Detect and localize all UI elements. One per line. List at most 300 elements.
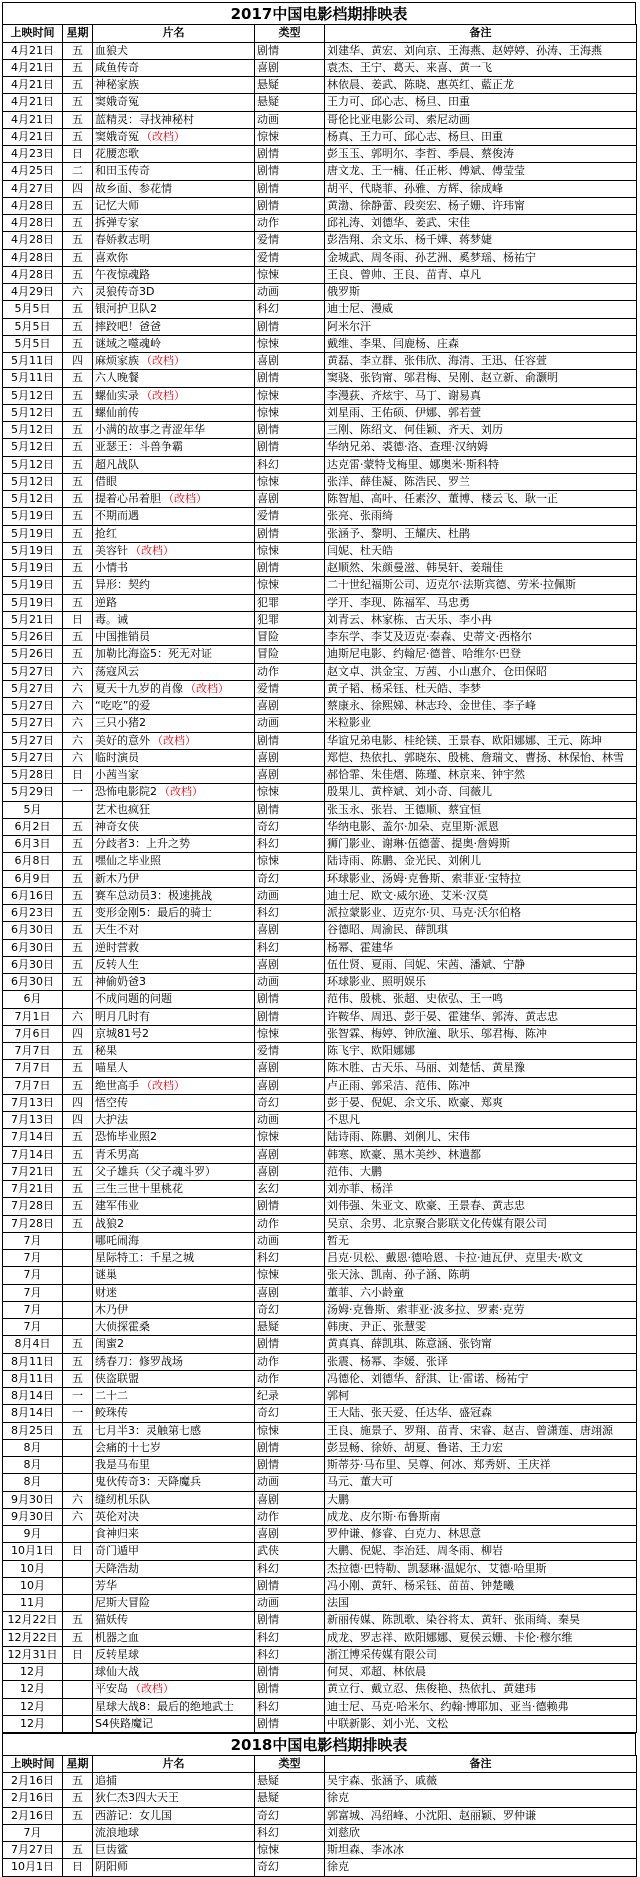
film-title: 京城81号2 — [95, 1026, 149, 1040]
film-title-cell — [93, 1612, 255, 1629]
notes: 暂无 — [325, 1232, 637, 1249]
release-date: 5月11日 — [3, 353, 63, 370]
notes: 窦骁、张钧甯、邬君梅、吴刚、赵立新、俞灏明 — [325, 370, 637, 387]
notes: 杨真、王力可、邱心志、杨旦、田重 — [325, 128, 637, 145]
table-row — [3, 887, 637, 904]
genre: 剧情 — [255, 732, 325, 749]
film-title-cell — [93, 1664, 255, 1681]
table-row — [3, 1094, 637, 1111]
genre: 剧情 — [255, 197, 325, 214]
release-date: 5月12日 — [3, 491, 63, 508]
genre: 奇幻 — [255, 1859, 325, 1876]
release-date: 6月3日 — [3, 836, 63, 853]
table-row — [3, 1612, 637, 1629]
genre: 动作 — [255, 1215, 325, 1232]
weekday: 五 — [63, 870, 93, 887]
genre: 科幻 — [255, 1646, 325, 1663]
weekday: 五 — [63, 456, 93, 473]
release-date: 7月 — [3, 1824, 63, 1841]
film-title-cell — [93, 1198, 255, 1215]
film-title: 临时演员 — [95, 750, 139, 764]
film-title: 西游记：女儿国 — [95, 1808, 172, 1822]
table-row — [3, 456, 637, 473]
weekday: 五 — [63, 249, 93, 266]
weekday — [63, 1698, 93, 1715]
film-title-cell — [93, 715, 255, 732]
table-row — [3, 1859, 637, 1876]
weekday: 五 — [63, 422, 93, 439]
film-title: 追捕 — [95, 1774, 117, 1788]
release-date: 12月 — [3, 1664, 63, 1681]
weekday — [63, 991, 93, 1008]
film-title: 春娇救志明 — [95, 233, 150, 247]
film-title: 抢红 — [95, 526, 117, 540]
film-title: 明月几时有 — [95, 1009, 150, 1023]
genre: 喜剧 — [255, 1060, 325, 1077]
notes: 马元、董大可 — [325, 1474, 637, 1491]
notes: 阿米尔汗 — [325, 318, 637, 335]
weekday: 五 — [63, 1060, 93, 1077]
table-row — [3, 1077, 637, 1094]
film-title: 尼斯大冒险 — [95, 1596, 150, 1610]
notes: 张天泳、凯南、孙子涵、陈萌 — [325, 1267, 637, 1284]
film-title-cell — [93, 1773, 255, 1790]
genre: 喜剧 — [255, 491, 325, 508]
notes: 唐文龙、王一楠、任正彬、傅斌、傅莹莹 — [325, 163, 637, 180]
genre: 犯罪 — [255, 611, 325, 628]
weekday: 一 — [63, 1405, 93, 1422]
genre: 惊悚 — [255, 1422, 325, 1439]
genre: 剧情 — [255, 42, 325, 59]
film-title: 恐怖电影院2 — [95, 785, 157, 799]
weekday: 日 — [63, 767, 93, 784]
film-title: 亚瑟王：斗兽争霸 — [95, 440, 183, 454]
notes: 董菲、六小龄童 — [325, 1284, 637, 1301]
release-date: 2月16日 — [3, 1790, 63, 1807]
notes: 胡平、代晓菲、孙雅、方辉、徐成峰 — [325, 180, 637, 197]
release-date: 7月7日 — [3, 1043, 63, 1060]
release-date: 7月27日 — [3, 1842, 63, 1859]
weekday: 五 — [63, 1422, 93, 1439]
genre: 剧情 — [255, 1664, 325, 1681]
table-row — [3, 59, 637, 76]
genre: 武侠 — [255, 1543, 325, 1560]
release-date: 5月12日 — [3, 422, 63, 439]
notes: 彭于晏、倪妮、余文乐、欧豪、郑爽 — [325, 1094, 637, 1111]
film-title-cell — [93, 680, 255, 697]
genre: 剧情 — [255, 1681, 325, 1698]
table-row — [3, 1422, 637, 1439]
film-title-cell — [93, 353, 255, 370]
notes: 不思凡 — [325, 1112, 637, 1129]
weekday: 六 — [63, 1508, 93, 1525]
release-date: 5月29日 — [3, 784, 63, 801]
table-row — [3, 974, 637, 991]
notes: 袁杰、王宁、葛天、来喜、黄一飞 — [325, 59, 637, 76]
table-row — [3, 266, 637, 283]
table-row — [3, 1250, 637, 1267]
genre: 科幻 — [255, 836, 325, 853]
genre: 动画 — [255, 1595, 325, 1612]
table-row — [3, 1232, 637, 1249]
genre: 惊悚 — [255, 1129, 325, 1146]
film-title-cell — [93, 197, 255, 214]
notes: 斯蒂芬·马布里、吴尊、何冰、郑秀妍、王庆祥 — [325, 1457, 637, 1474]
table-row — [3, 1336, 637, 1353]
weekday — [63, 1526, 93, 1543]
genre: 爱情 — [255, 1043, 325, 1060]
notes: 郝恰霏、朱佳熠、陈瑾、林京来、钟宇然 — [325, 767, 637, 784]
weekday: 五 — [63, 905, 93, 922]
release-date: 7月28日 — [3, 1198, 63, 1215]
genre: 喜剧 — [255, 767, 325, 784]
film-title-cell — [93, 301, 255, 318]
film-title-cell — [93, 939, 255, 956]
weekday: 五 — [63, 1370, 93, 1387]
release-date: 8月25日 — [3, 1422, 63, 1439]
genre: 惊悚 — [255, 1842, 325, 1859]
genre: 科幻 — [255, 456, 325, 473]
film-title: 阴阳师 — [95, 1860, 128, 1874]
table-row — [3, 1370, 637, 1387]
film-title-cell — [93, 1163, 255, 1180]
release-date: 7月1日 — [3, 1008, 63, 1025]
film-title-cell — [93, 905, 255, 922]
weekday: 四 — [63, 353, 93, 370]
film-title: 借眼 — [95, 474, 117, 488]
notes: 汤姆·克鲁斯、索菲亚·波多拉、罗素·克劳 — [325, 1301, 637, 1318]
release-date: 4月21日 — [3, 94, 63, 111]
weekday: 六 — [63, 1008, 93, 1025]
genre: 喜剧 — [255, 353, 325, 370]
genre: 动作 — [255, 1370, 325, 1387]
film-title: 不期而遇 — [95, 509, 139, 523]
genre: 科幻 — [255, 905, 325, 922]
genre: 剧情 — [255, 180, 325, 197]
notes: 张智霖、梅婷、钟欣潼、耿乐、邬君梅、陈冲 — [325, 1025, 637, 1042]
notes: 黄立行、戴立忍、焦俊艳、热依扎、黄建玮 — [325, 1681, 637, 1698]
weekday: 五 — [63, 491, 93, 508]
notes: 黄子韬、杨采钰、杜天皓、李梦 — [325, 680, 637, 697]
film-title-cell — [93, 111, 255, 128]
film-title: 故乡面、参花情 — [95, 181, 172, 195]
release-date: 5月19日 — [3, 542, 63, 559]
film-title-cell — [93, 128, 255, 145]
film-title: 不成问题的问题 — [95, 992, 172, 1006]
film-title: 战狼2 — [95, 1216, 124, 1230]
notes: 王力可、邱心志、杨旦、田重 — [325, 94, 637, 111]
weekday: 五 — [63, 646, 93, 663]
notes: 达克雷·蒙特戈梅里、娜奥米·斯科特 — [325, 456, 637, 473]
film-title: 芳华 — [95, 1578, 117, 1592]
release-date: 5月27日 — [3, 663, 63, 680]
film-title: 神奇女侠 — [95, 819, 139, 833]
film-title-cell — [93, 1543, 255, 1560]
film-title: 木乃伊 — [95, 1302, 128, 1316]
film-title: 机器之血 — [95, 1630, 139, 1644]
release-date: 5月27日 — [3, 680, 63, 697]
weekday: 六 — [63, 715, 93, 732]
film-title-cell — [93, 1698, 255, 1715]
notes: 李东学、李艾及迈克·泰森、史蒂文·西格尔 — [325, 629, 637, 646]
film-title-cell — [93, 1267, 255, 1284]
weekday: 五 — [63, 594, 93, 611]
notes: 黄渤、徐静蕾、段奕宏、杨子姗、许玮甯 — [325, 197, 637, 214]
film-title: 咸鱼传奇 — [95, 60, 139, 74]
weekday: 五 — [63, 111, 93, 128]
rescheduled-badge: （改档） — [141, 388, 185, 402]
release-date: 7月28日 — [3, 1215, 63, 1232]
notes: 哥伦比亚电影公司、索尼动画 — [325, 111, 637, 128]
table-row — [3, 542, 637, 559]
release-date: 5月19日 — [3, 577, 63, 594]
table-row — [3, 491, 637, 508]
genre: 动画 — [255, 887, 325, 904]
release-date: 2月16日 — [3, 1773, 63, 1790]
release-date: 7月 — [3, 1301, 63, 1318]
release-date: 5月19日 — [3, 525, 63, 542]
release-date: 4月28日 — [3, 266, 63, 283]
genre: 爱情 — [255, 232, 325, 249]
notes: 华纳兄弟、裘德·洛、查理·汉纳姆 — [325, 439, 637, 456]
genre: 喜剧 — [255, 922, 325, 939]
weekday: 五 — [63, 318, 93, 335]
film-title: 我是马布里 — [95, 1458, 150, 1472]
release-date: 7月6日 — [3, 1025, 63, 1042]
genre: 爱情 — [255, 249, 325, 266]
film-title-cell — [93, 1319, 255, 1336]
film-title-cell — [93, 1405, 255, 1422]
table-row — [3, 749, 637, 766]
film-title-cell — [93, 456, 255, 473]
film-title: 会痛的十七岁 — [95, 1440, 161, 1454]
film-title: 流浪地球 — [95, 1825, 139, 1839]
film-title: 螺仙前传 — [95, 405, 139, 419]
table-row — [3, 1163, 637, 1180]
genre: 动作 — [255, 663, 325, 680]
film-title-cell — [93, 1422, 255, 1439]
film-title-cell — [93, 887, 255, 904]
film-title-cell — [93, 1025, 255, 1042]
film-title-cell — [93, 767, 255, 784]
table-row — [3, 1146, 637, 1163]
table-row — [3, 215, 637, 232]
genre: 科幻 — [255, 301, 325, 318]
genre: 动作 — [255, 215, 325, 232]
weekday: 五 — [63, 94, 93, 111]
genre: 奇幻 — [255, 870, 325, 887]
release-date: 7月 — [3, 1319, 63, 1336]
weekday — [63, 1232, 93, 1249]
genre: 科幻 — [255, 1629, 325, 1646]
film-title: 青禾男高 — [95, 1147, 139, 1161]
film-title: 中国推销员 — [95, 630, 150, 644]
table-row — [3, 1405, 637, 1422]
film-title: 美好的意外 — [95, 733, 150, 747]
film-title: 逆路 — [95, 595, 117, 609]
notes: 大鹏、倪妮、李治廷、周冬雨、柳岩 — [325, 1543, 637, 1560]
film-title-cell — [93, 94, 255, 111]
notes: 张洋、薛佳凝、陈浩民、罗兰 — [325, 473, 637, 490]
table-row — [3, 767, 637, 784]
table-row — [3, 1824, 637, 1841]
film-title: 分歧者3：上升之势 — [95, 837, 190, 851]
film-title-cell — [93, 1060, 255, 1077]
film-title-cell — [93, 77, 255, 94]
genre: 惊悚 — [255, 1267, 325, 1284]
weekday: 五 — [63, 1163, 93, 1180]
film-title: 蓝精灵：寻找神秘村 — [95, 112, 194, 126]
notes: 赵文卓、洪金宝、万茜、小山惠介、仓田保昭 — [325, 663, 637, 680]
notes: 蔡康永、徐熙娣、林志玲、金世佳、李子峰 — [325, 698, 637, 715]
table-row — [3, 370, 637, 387]
film-title: 毒。诫 — [95, 612, 128, 626]
genre: 剧情 — [255, 991, 325, 1008]
release-date: 10月 — [3, 1577, 63, 1594]
table-row — [3, 611, 637, 628]
genre: 动作 — [255, 1353, 325, 1370]
film-title: 记忆大师 — [95, 198, 139, 212]
film-title-cell — [93, 1629, 255, 1646]
weekday: 五 — [63, 956, 93, 973]
notes: 学开、李现、陈福军、马忠勇 — [325, 594, 637, 611]
table-row — [3, 1439, 637, 1456]
release-date: 12月22日 — [3, 1629, 63, 1646]
notes: 张震、杨幂、李媛、张译 — [325, 1353, 637, 1370]
film-title-cell — [93, 956, 255, 973]
film-title: 绣春刀：修罗战场 — [95, 1354, 183, 1368]
rescheduled-badge: （改档） — [141, 1078, 185, 1092]
table-row — [3, 1681, 637, 1698]
film-title: 平安岛 — [95, 1682, 128, 1696]
rescheduled-badge: （改档） — [141, 354, 185, 368]
release-date: 4月21日 — [3, 77, 63, 94]
weekday: 日 — [63, 146, 93, 163]
notes: 迪士尼、马克·哈米尔、约翰·博耶加、亚当·德赖弗 — [325, 1698, 637, 1715]
film-title: 天生不对 — [95, 923, 139, 937]
weekday: 日 — [63, 1646, 93, 1663]
film-title: “吃吃”的爱 — [95, 699, 151, 713]
notes: 刘亦菲、杨洋 — [325, 1181, 637, 1198]
notes: 王良、曾帅、王良、苗青、卓凡 — [325, 266, 637, 283]
notes: 谷德昭、周渝民、薛凯琪 — [325, 922, 637, 939]
release-date: 7月 — [3, 1267, 63, 1284]
table-row — [3, 1508, 637, 1525]
notes: 米粒影业 — [325, 715, 637, 732]
table-row — [3, 1284, 637, 1301]
header-weekday: 星期 — [63, 1756, 93, 1773]
table-row — [3, 680, 637, 697]
film-title-cell — [93, 1859, 255, 1876]
notes: 刘建华、黄宏、刘向京、王海燕、赵婷婷、孙涛、王海燕 — [325, 42, 637, 59]
film-title: 绝世高手 — [95, 1078, 139, 1092]
header-title: 片名 — [93, 1756, 255, 1773]
film-title-cell — [93, 525, 255, 542]
genre: 悬疑 — [255, 1319, 325, 1336]
film-title: 喵星人 — [95, 1061, 128, 1075]
weekday: 五 — [63, 1215, 93, 1232]
release-date: 4月21日 — [3, 42, 63, 59]
release-date: 5月28日 — [3, 767, 63, 784]
release-date: 7月 — [3, 1232, 63, 1249]
release-date: 5月27日 — [3, 698, 63, 715]
film-title-cell — [93, 646, 255, 663]
genre: 喜剧 — [255, 698, 325, 715]
genre: 惊悚 — [255, 542, 325, 559]
genre: 悬疑 — [255, 94, 325, 111]
film-title: 小情书 — [95, 561, 128, 575]
weekday — [63, 1474, 93, 1491]
release-date: 6月16日 — [3, 887, 63, 904]
weekday — [63, 1664, 93, 1681]
film-title: 大护法 — [95, 1113, 128, 1127]
notes: 郑恺、热依扎、郭晓东、殷桃、詹瑞文、曹扬、林保怡、林雪 — [325, 749, 637, 766]
release-date: 4月21日 — [3, 128, 63, 145]
table-row — [3, 1388, 637, 1405]
film-title-cell — [93, 266, 255, 283]
release-date: 5月12日 — [3, 404, 63, 421]
table-row — [3, 991, 637, 1008]
notes: 杨幂、霍建华 — [325, 939, 637, 956]
weekday: 五 — [63, 1842, 93, 1859]
film-title: 螺仙实录 — [95, 388, 139, 402]
genre: 奇幻 — [255, 1807, 325, 1824]
notes: 彭昱畅、徐娇、胡夏、鲁诺、王力宏 — [325, 1439, 637, 1456]
header-genre: 类型 — [255, 25, 325, 43]
genre: 冒险 — [255, 629, 325, 646]
film-title: 狄仁杰3四大天王 — [95, 1791, 179, 1805]
weekday: 五 — [63, 215, 93, 232]
release-date: 6月30日 — [3, 939, 63, 956]
film-title-cell — [93, 439, 255, 456]
table-row — [3, 1353, 637, 1370]
table-row — [3, 1198, 637, 1215]
weekday: 五 — [63, 1146, 93, 1163]
release-date: 6月2日 — [3, 818, 63, 835]
weekday — [63, 1439, 93, 1456]
table-row — [3, 715, 637, 732]
film-title-cell — [93, 1681, 255, 1698]
release-date: 4月23日 — [3, 146, 63, 163]
weekday: 五 — [63, 853, 93, 870]
weekday — [63, 1595, 93, 1612]
genre: 动画 — [255, 974, 325, 991]
genre: 剧情 — [255, 801, 325, 818]
weekday — [63, 1560, 93, 1577]
genre: 喜剧 — [255, 1146, 325, 1163]
film-title-cell — [93, 1077, 255, 1094]
film-title-cell — [93, 370, 255, 387]
notes: 李漫荻、齐炫宇、马丁、谢易真 — [325, 387, 637, 404]
film-title: 麻烦家族 — [95, 354, 139, 368]
release-date: 10月1日 — [3, 1859, 63, 1876]
table-row — [3, 301, 637, 318]
weekday: 五 — [63, 1773, 93, 1790]
notes: 戴维、李果、闫鹿杨、庄森 — [325, 335, 637, 352]
release-date: 6月9日 — [3, 870, 63, 887]
notes: 冯德伦、刘德华、舒淇、让·雷诺、杨祐宁 — [325, 1370, 637, 1387]
genre: 悬疑 — [255, 1790, 325, 1807]
film-title: 变形金刚5：最后的骑士 — [95, 906, 212, 920]
table-row — [3, 1457, 637, 1474]
weekday: 五 — [63, 1790, 93, 1807]
weekday: 五 — [63, 560, 93, 577]
table-row — [3, 939, 637, 956]
table-row — [3, 94, 637, 111]
notes: 何炅、邓超、林依晨 — [325, 1664, 637, 1681]
notes: 冯小刚、黄轩、杨采钰、苗苗、钟楚曦 — [325, 1577, 637, 1594]
weekday — [63, 1457, 93, 1474]
